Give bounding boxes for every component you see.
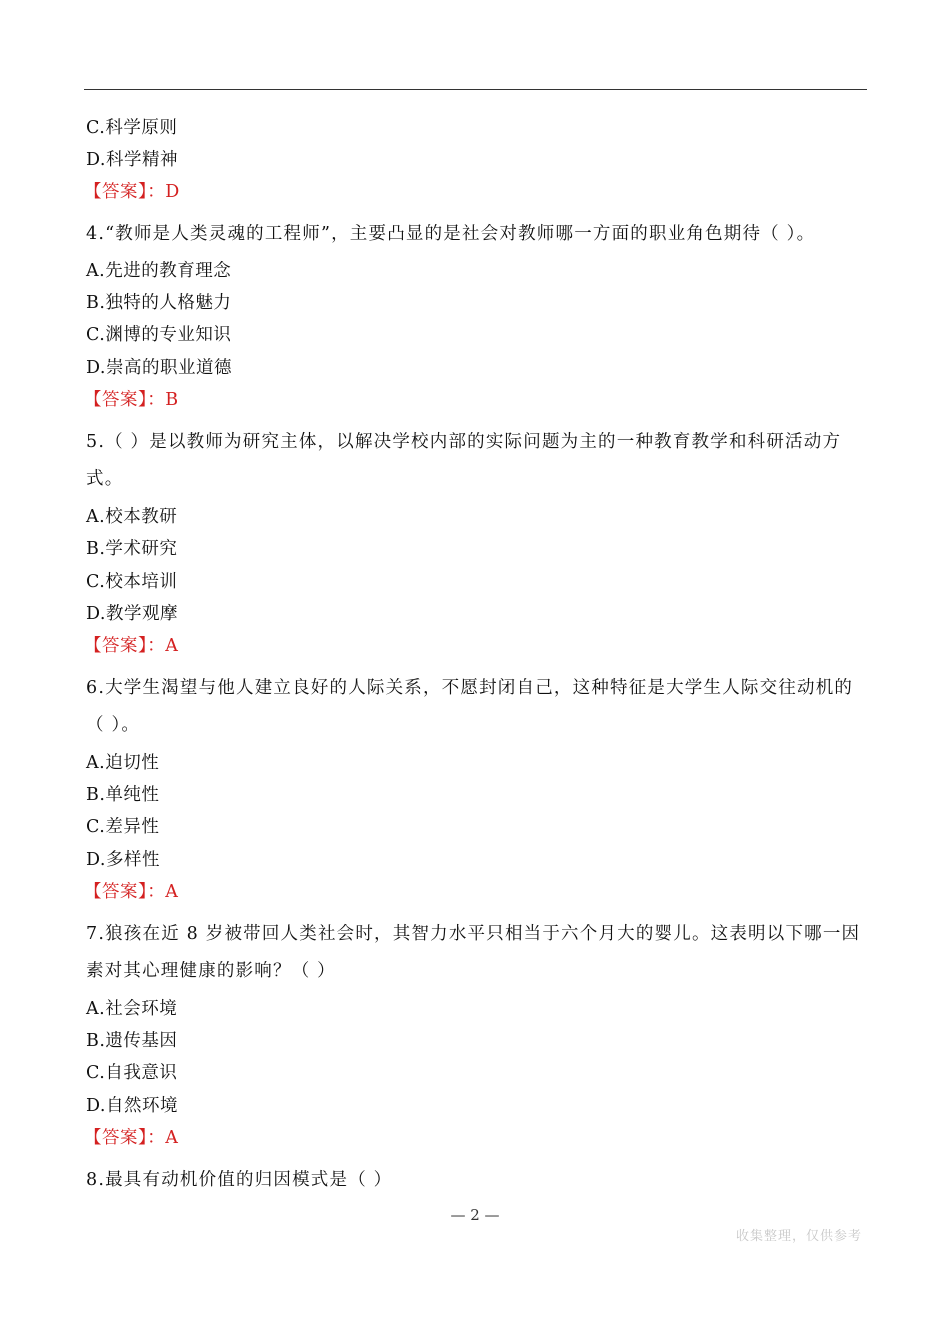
question-text: 5.（ ）是以教师为研究主体，以解决学校内部的实际问题为主的一种教育教学和科研活动方: [86, 432, 842, 452]
option-line: B.独特的人格魅力: [86, 293, 232, 313]
question-text: 4.“教师是人类灵魂的工程师”，主要凸显的是社会对教师哪一方面的职业角色期待（ ）。: [86, 224, 816, 244]
option-line: C.差异性: [86, 817, 160, 837]
question-text: （ ）。: [86, 715, 141, 735]
page-number: — 2 —: [450, 1206, 500, 1224]
option-line: A.社会环境: [86, 999, 178, 1019]
option-line: D.崇高的职业道德: [86, 358, 232, 378]
option-line: D.教学观摩: [86, 604, 178, 624]
option-line: D.自然环境: [86, 1096, 178, 1116]
question-text: 8.最具有动机价值的归因模式是（ ）: [86, 1170, 393, 1190]
question-text: 式。: [86, 469, 124, 489]
option-line: B.遗传基因: [86, 1031, 178, 1051]
option-line: C.校本培训: [86, 572, 178, 592]
option-line: A.先进的教育理念: [86, 261, 232, 281]
option-line: B.学术研究: [86, 539, 178, 559]
answer-line: 【答案】：A: [84, 636, 179, 656]
option-line: D.科学精神: [86, 150, 178, 170]
option-line: C.科学原则: [86, 118, 178, 138]
option-line: A.迫切性: [86, 753, 160, 773]
answer-line: 【答案】：A: [84, 1128, 179, 1148]
question-text: 素对其心理健康的影响？（ ）: [86, 961, 336, 981]
question-text: 7.狼孩在近 8 岁被带回人类社会时，其智力水平只相当于六个月大的婴儿。这表明以下哪一因: [86, 924, 861, 944]
option-line: D.多样性: [86, 850, 160, 870]
option-line: B.单纯性: [86, 785, 160, 805]
answer-line: 【答案】：D: [84, 182, 180, 202]
header-rule: [84, 89, 867, 90]
answer-line: 【答案】：A: [84, 882, 179, 902]
option-line: C.渊博的专业知识: [86, 325, 232, 345]
option-line: A.校本教研: [86, 507, 178, 527]
question-text: 6.大学生渴望与他人建立良好的人际关系，不愿封闭自己，这种特征是大学生人际交往动机的: [86, 678, 854, 698]
watermark: 收集整理，仅供参考: [736, 1229, 863, 1244]
answer-line: 【答案】：B: [84, 390, 179, 410]
option-line: C.自我意识: [86, 1063, 178, 1083]
